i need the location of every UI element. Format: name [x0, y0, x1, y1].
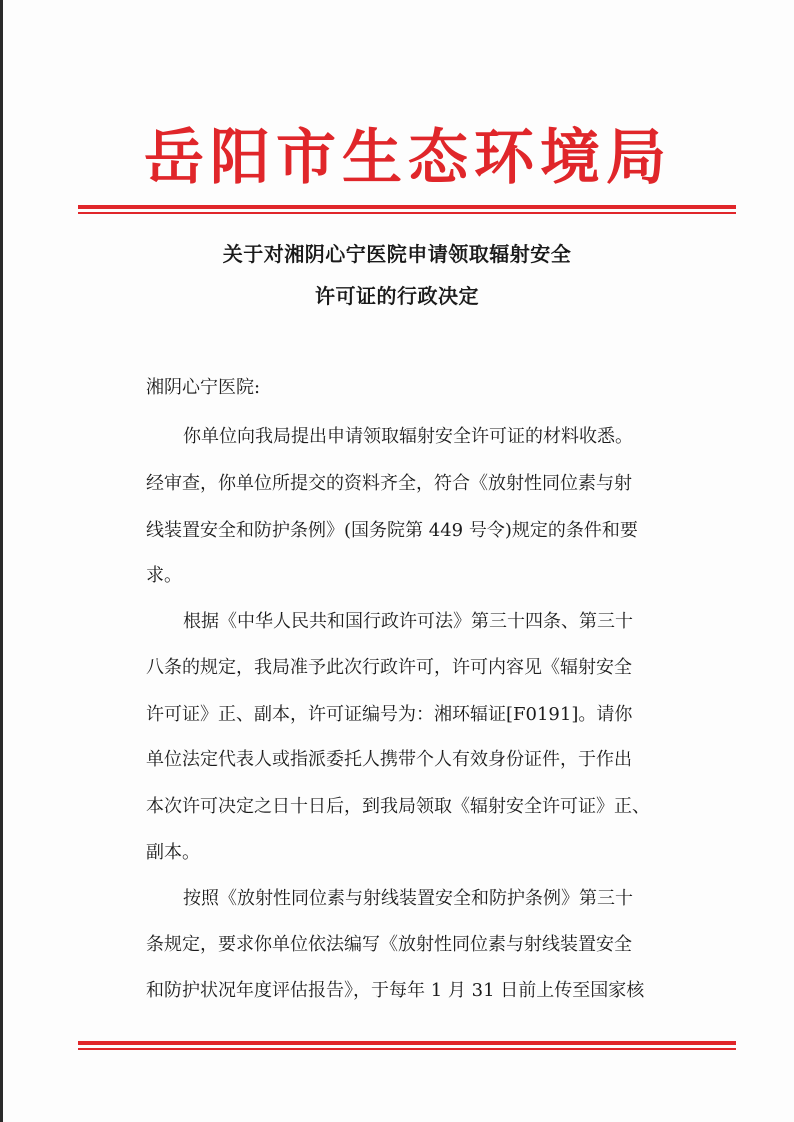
body-line-6: 八条的规定，我局准予此次行政许可，许可内容见《辐射安全 [146, 657, 632, 678]
salutation: 湘阴心宁医院: [146, 377, 261, 398]
scan-edge [0, 0, 3, 1122]
body-line-3: 线装置安全和防护条例》(国务院第 449 号令)规定的条件和要 [146, 520, 638, 541]
body-line-2: 经审查，你单位所提交的资料齐全，符合《放射性同位素与射 [146, 473, 632, 494]
document-title-line-2: 许可证的行政决定 [315, 284, 479, 308]
body-line-5: 根据《中华人民共和国行政许可法》第三十四条、第三十 [183, 611, 633, 632]
document-title-line-1: 关于对湘阴心宁医院申请领取辐射安全 [222, 242, 572, 266]
body-line-8: 单位法定代表人或指派委托人携带个人有效身份证件，于作出 [146, 749, 632, 770]
body-line-1: 你单位向我局提出申请领取辐射安全许可证的材料收悉。 [183, 426, 633, 447]
letterhead-red-rule [78, 205, 736, 214]
body-line-7: 许可证》正、副本，许可证编号为：湘环辐证[F0191]。请你 [146, 704, 633, 725]
body-line-13: 和防护状况年度评估报告》，于每年 1 月 31 日前上传至国家核 [146, 980, 645, 1001]
body-line-10: 副本。 [146, 842, 200, 863]
letterhead-agency-name: 岳阳市生态环境局 [144, 123, 672, 193]
body-line-9: 本次许可决定之日十日后，到我局领取《辐射安全许可证》正、 [146, 796, 650, 817]
body-line-11: 按照《放射性同位素与射线装置安全和防护条例》第三十 [183, 888, 633, 909]
body-line-12: 条规定，要求你单位依法编写《放射性同位素与射线装置安全 [146, 934, 632, 955]
body-line-4: 求。 [146, 565, 182, 586]
footer-red-rule [78, 1041, 736, 1050]
